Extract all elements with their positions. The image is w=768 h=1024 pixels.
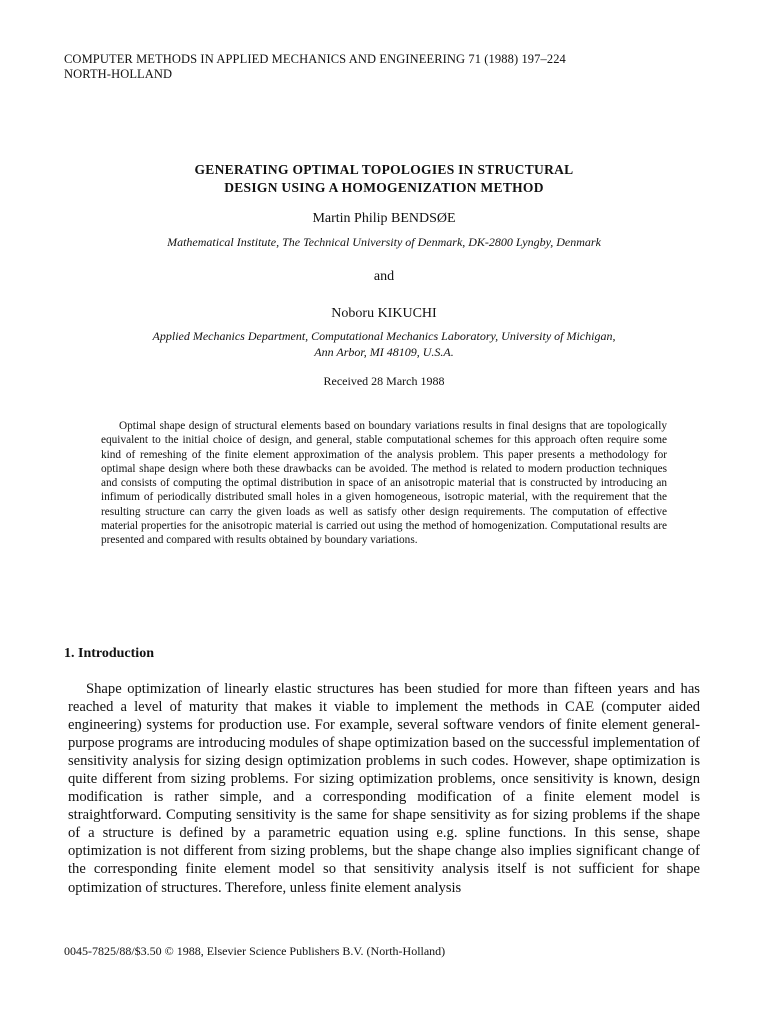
journal-citation: COMPUTER METHODS IN APPLIED MECHANICS AND ENGINEERING 71 (1988) 197–224 [64, 52, 566, 66]
author-2-affiliation-line-2: Ann Arbor, MI 48109, U.S.A. [314, 345, 454, 359]
journal-publisher: NORTH-HOLLAND [64, 67, 173, 81]
introduction-paragraph: Shape optimization of linearly elastic structures has been studied for more than fifteen years and has reached a level of maturity that makes it viable to implement the methods in CAE (computer aided engineering) systems for production use. For example, several software vendors of finite element general-purpose programs are introducing modules of shape optimization based on the successful implementation of sensitivity analysis for sizing design optimization problems in such codes. However, shape optimization is quite different from sizing problems. For sizing optimization problems, once sensitivity is known, design modification is rather simple, and a corresponding modification of a finite element model is straightforward. Computing sensitivity is the same for shape sensitivity as for sizing problems if the shape of a structure is defined by a parametric equation using e.g. spline functions. In this sense, shape optimization is not different from sizing problems, but the shape change also implies significant change of the corresponding finite element model so that sensitivity analysis itself is not sufficient for shape optimization of structures. Therefore, unless finite element analysis [68, 681, 700, 896]
paper-title [0, 161, 768, 197]
title-line-2: DESIGN USING A HOMOGENIZATION METHOD [224, 180, 544, 195]
author-1-affiliation [0, 234, 768, 250]
journal-header [64, 52, 566, 82]
section-heading: 1. Introduction [64, 646, 154, 661]
author-2-name: Noboru KIKUCHI [331, 306, 437, 321]
author-2-affiliation [0, 328, 768, 360]
copyright-footer: 0045-7825/88/$3.50 © 1988, Elsevier Science Publishers B.V. (North-Holland) [64, 944, 446, 958]
received-date: Received 28 March 1988 [323, 374, 445, 388]
author-1-affiliation-line: Mathematical Institute, The Technical University of Denmark, DK-2800 Lyngby, Denmark [167, 235, 601, 249]
author-conjunction: and [373, 269, 395, 284]
author-2-affiliation-line-1: Applied Mechanics Department, Computational Mechanics Laboratory, University of Michigan, [152, 329, 616, 343]
author-1-name: Martin Philip BENDSØE [312, 211, 456, 226]
abstract: Optimal shape design of structural elements based on boundary variations results in final designs that are topologically equivalent to the initial choice of design, and general, stable computational schemes for this approach often require some kind of remeshing of the finite element approximation of the analysis problem. This paper presents a methodology for optimal shape design where both these drawbacks can be avoided. The method is related to modern production techniques and consists of computing the optimal distribution in space of an anisotropic material that is constructed by introducing an infimum of periodically distributed small holes in a given homogeneous, isotropic material, with the requirement that the resulting structure can carry the given loads as well as satisfy other design requirements. The computation of effective material properties for the anisotropic material is carried out using the method of homogenization. Computational results are presented and compared with results obtained by boundary variations. [101, 420, 667, 547]
title-line-1: GENERATING OPTIMAL TOPOLOGIES IN STRUCTURAL [194, 162, 574, 177]
